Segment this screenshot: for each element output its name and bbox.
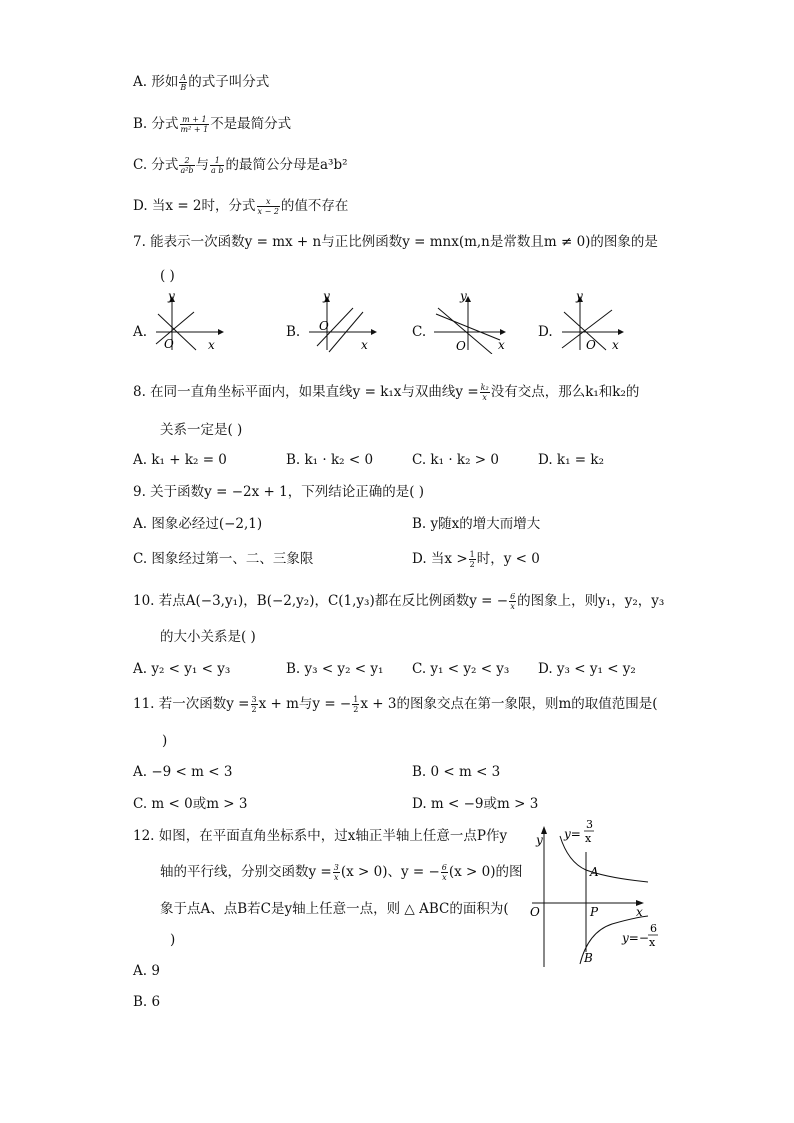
q11-option-a[interactable]: A. −9 < m < 3 bbox=[133, 764, 233, 780]
q10-stem-line1: 10. 若点A(−3,y₁)，B(−2,y₂)，C(1,y₃)都在反比例函数y = − $\frac{6}{x}$ 的图象上，则y₁，y₂，y₃ bbox=[133, 592, 665, 611]
q7-label-a[interactable]: A. bbox=[133, 324, 148, 340]
axis-x-label: x bbox=[498, 338, 505, 352]
x-axis-arrow bbox=[218, 329, 224, 335]
axis-x-label: x bbox=[612, 338, 619, 352]
fig-curve-label-bottom-prefix: y=− bbox=[622, 931, 649, 945]
q12-stem-line3: 象于点A、点B若C是y轴上任意一点，则 △ ABC的面积为( bbox=[160, 901, 509, 917]
q6-option-b[interactable]: B. 分式 $\frac{m + 1}{\text{m² + 1}}$ 不是最简分式 bbox=[133, 115, 292, 134]
line-2 bbox=[156, 312, 194, 344]
q7-label-d[interactable]: D. bbox=[538, 324, 553, 340]
q11-stem-line2: ) bbox=[162, 733, 168, 749]
fig-curve-label-top-num: 3 bbox=[586, 818, 593, 831]
q12-option-a[interactable]: A. 9 bbox=[133, 963, 160, 979]
fraction: $\frac{6}{x}$ bbox=[441, 863, 447, 882]
fig-curve-label-top-prefix: y= bbox=[564, 827, 581, 841]
q8-option-a[interactable]: A. k₁ + k₂ = 0 bbox=[133, 452, 227, 468]
x-axis-arrow bbox=[371, 329, 377, 335]
q6-option-d[interactable]: D. 当x = 2时，分式 $\frac{x}{x - 2}$ 的值不存在 bbox=[133, 197, 349, 216]
x-axis-arrow bbox=[500, 329, 506, 335]
q10-option-d[interactable]: D. y₃ < y₁ < y₂ bbox=[538, 661, 636, 677]
q11-option-d[interactable]: D. m < −9或m > 3 bbox=[412, 796, 539, 812]
q9-option-c[interactable]: C. 图象经过第一、二、三象限 bbox=[133, 551, 314, 567]
fig-point-a: A bbox=[590, 865, 599, 879]
q8-option-b[interactable]: B. k₁ · k₂ < 0 bbox=[286, 452, 374, 468]
q10-stem-line2: 的大小关系是( ) bbox=[160, 629, 256, 645]
origin-label: O bbox=[456, 339, 466, 353]
fraction: $\frac{1}{2}$ bbox=[353, 695, 359, 714]
q7-answer-paren: ( ) bbox=[160, 268, 175, 284]
q9-option-b[interactable]: B. y随x的增大而增大 bbox=[412, 516, 541, 532]
q10-option-a[interactable]: A. y₂ < y₁ < y₃ bbox=[133, 661, 231, 677]
q11-stem-line1: 11. 若一次函数y = $\frac{3}{2}$ x + m与y = − $\frac{1}{2}$ x + 3的图象交点在第一象限，则m的取值范围是( bbox=[133, 695, 658, 714]
axis-y-label: y bbox=[168, 292, 175, 303]
origin-label: O bbox=[586, 338, 596, 352]
q9-stem: 9. 关于函数y = −2x + 1，下列结论正确的是( ) bbox=[133, 484, 425, 500]
fig-x-label: x bbox=[636, 905, 643, 919]
q7-label-b[interactable]: B. bbox=[286, 324, 301, 340]
q7-stem: 7. 能表示一次函数y = mx + n与正比例函数y = mnx(m,n是常数且m ≠ 0)的图象的是 bbox=[133, 234, 658, 250]
q6-option-c[interactable]: C. 分式 $\frac{2}{\text{a²b}}$ 与 $\frac{1}{\text{a b}}$ 的最简公分母是a³b² bbox=[133, 156, 348, 175]
q7-graph-b bbox=[303, 292, 383, 354]
fraction: $\frac{3}{2}$ bbox=[251, 695, 257, 714]
q8-stem-line1: 8. 在同一直角坐标平面内，如果直线y = k₁x与双曲线y = $\frac{\text{k₂}}{x}$ 没有交点，那么k₁和k₂的 bbox=[133, 383, 640, 402]
q7-graph-d bbox=[556, 292, 636, 354]
origin-label: O bbox=[164, 337, 174, 351]
fig-curve-label-bottom-num: 6 bbox=[650, 922, 657, 935]
q12-stem-line2: 轴的平行线，分别交函数y = $\frac{3}{x}$ (x > 0)、y = − $\frac{6}{x}$ (x > 0)的图 bbox=[160, 863, 523, 882]
q7-graph-c bbox=[428, 292, 512, 354]
fraction: $\frac{1}{2}$ bbox=[469, 550, 475, 569]
fig-origin-label: O bbox=[530, 905, 540, 919]
q12-option-b[interactable]: B. 6 bbox=[133, 994, 161, 1010]
fraction: $\frac{2}{\text{a²b}}$ bbox=[180, 156, 194, 175]
q9-option-d[interactable]: D. 当x > $\frac{1}{2}$ 时，y < 0 bbox=[412, 550, 540, 569]
fraction: $\frac{A}{B}$ bbox=[180, 73, 187, 92]
q12-stem-line4: ) bbox=[170, 932, 176, 948]
fraction: $\frac{\text{k₂}}{x}$ bbox=[480, 383, 489, 402]
q10-option-b[interactable]: B. y₃ < y₂ < y₁ bbox=[286, 661, 384, 677]
q7-label-c[interactable]: C. bbox=[412, 324, 427, 340]
x-axis-arrow bbox=[618, 329, 624, 335]
q8-option-c[interactable]: C. k₁ · k₂ > 0 bbox=[412, 452, 499, 468]
fraction: $\frac{x}{x - 2}$ bbox=[257, 197, 279, 216]
curve-y-3-over-x bbox=[560, 836, 648, 882]
q12-stem-line1: 12. 如图，在平面直角坐标系中，过x轴正半轴上任意一点P作y bbox=[133, 828, 508, 844]
axis-y-label: y bbox=[460, 292, 467, 303]
q7-graph-a bbox=[150, 292, 230, 354]
fraction: $\frac{3}{x}$ bbox=[333, 863, 339, 882]
q8-stem-line2: 关系一定是( ) bbox=[160, 422, 243, 438]
axis-x-label: x bbox=[208, 338, 215, 352]
fraction: $\frac{m + 1}{\text{m² + 1}}$ bbox=[180, 115, 209, 134]
fig-curve-label-bottom-den: x bbox=[649, 936, 656, 949]
axis-y-label: y bbox=[576, 292, 583, 303]
fig-point-p: P bbox=[590, 905, 599, 919]
q12-figure bbox=[528, 812, 668, 972]
q9-option-a[interactable]: A. 图象必经过(−2,1) bbox=[133, 516, 263, 532]
fig-point-b: B bbox=[584, 951, 593, 965]
fig-curve-label-top-den: x bbox=[585, 832, 592, 845]
q11-option-b[interactable]: B. 0 < m < 3 bbox=[412, 764, 501, 780]
origin-label: O bbox=[319, 319, 329, 333]
fraction: $\frac{1}{\text{a b}}$ bbox=[211, 156, 224, 175]
q8-option-d[interactable]: D. k₁ = k₂ bbox=[538, 452, 605, 468]
q10-option-c[interactable]: C. y₁ < y₂ < y₃ bbox=[412, 661, 510, 677]
q11-option-c[interactable]: C. m < 0或m > 3 bbox=[133, 796, 248, 812]
fig-y-label: y bbox=[536, 833, 543, 847]
q6-option-a[interactable]: A. 形如 $\frac{A}{B}$ 的式子叫分式 bbox=[133, 73, 270, 92]
fraction: $\frac{6}{x}$ bbox=[510, 592, 516, 611]
axis-x-label: x bbox=[361, 338, 368, 352]
axis-y-label: y bbox=[323, 292, 330, 303]
